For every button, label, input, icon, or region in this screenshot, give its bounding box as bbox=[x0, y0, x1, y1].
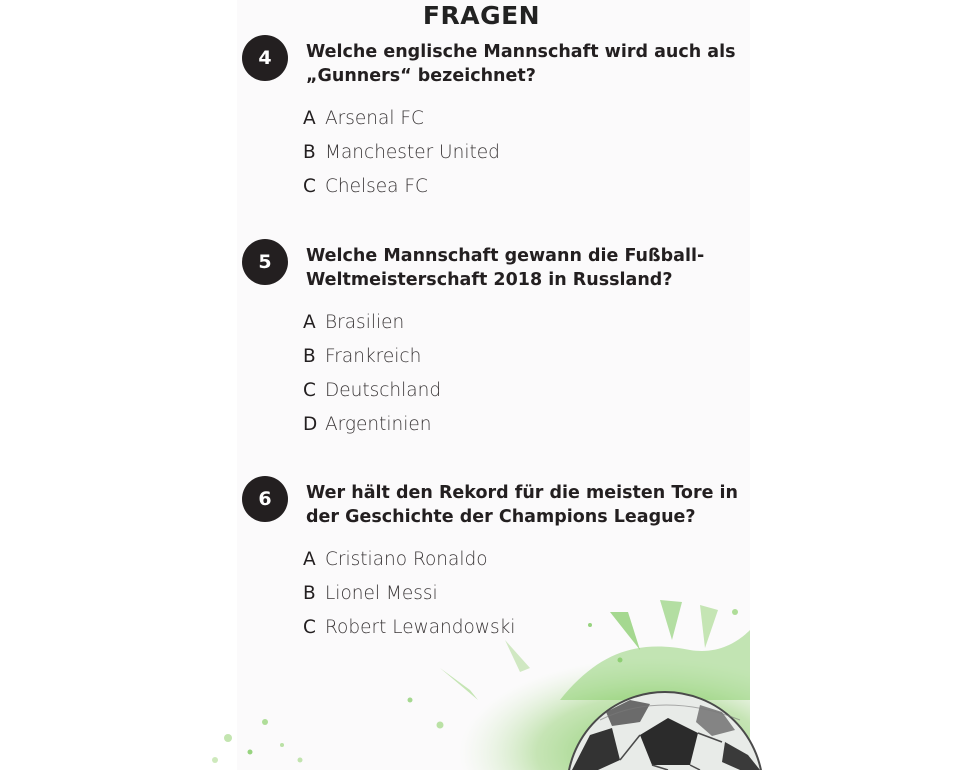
question-text: Welche Mannschaft gewann die Fußball-Weltmeisterschaft 2018 in Russland? bbox=[306, 246, 705, 290]
answer-text: Manchester United bbox=[325, 142, 500, 163]
question-number-badge: 6 bbox=[242, 476, 288, 522]
answer-text: Brasilien bbox=[325, 312, 405, 333]
answer-letter: B bbox=[303, 583, 316, 604]
answer-letter: B bbox=[303, 142, 316, 163]
answer-letter: D bbox=[303, 414, 318, 435]
answer-letter: C bbox=[303, 617, 316, 638]
answer-option bbox=[303, 408, 441, 442]
answer-text: Arsenal FC bbox=[325, 108, 424, 129]
answer-letter: B bbox=[303, 346, 316, 367]
answer-list bbox=[303, 543, 515, 645]
answer-text: Deutschland bbox=[325, 380, 442, 401]
answer-text: Frankreich bbox=[325, 346, 422, 367]
answer-letter: A bbox=[303, 549, 316, 570]
answer-option bbox=[303, 306, 441, 340]
answer-text: Robert Lewandowski bbox=[325, 617, 516, 638]
answer-option bbox=[303, 374, 441, 408]
page-title: FRAGEN bbox=[422, 1, 541, 30]
answer-option bbox=[303, 170, 500, 204]
answer-option bbox=[303, 340, 441, 374]
question-text: Wer hält den Rekord für die meisten Tore in der Geschichte der Champions League? bbox=[306, 483, 738, 527]
answer-text: Argentinien bbox=[325, 414, 432, 435]
answer-text: Cristiano Ronaldo bbox=[325, 549, 488, 570]
answer-option bbox=[303, 543, 515, 577]
answer-letter: A bbox=[303, 108, 316, 129]
question-number-badge: 5 bbox=[242, 239, 288, 285]
answer-option bbox=[303, 611, 515, 645]
answer-text: Lionel Messi bbox=[325, 583, 438, 604]
answer-list bbox=[303, 102, 500, 204]
answer-list bbox=[303, 306, 441, 442]
answer-letter: A bbox=[303, 312, 316, 333]
question-text: Welche englische Mannschaft wird auch als „Gunners“ bezeichnet? bbox=[306, 42, 736, 86]
answer-letter: C bbox=[303, 176, 316, 197]
answer-option bbox=[303, 136, 500, 170]
answer-text: Chelsea FC bbox=[325, 176, 428, 197]
question-number-badge: 4 bbox=[242, 35, 288, 81]
answer-option bbox=[303, 577, 515, 611]
answer-letter: C bbox=[303, 380, 316, 401]
answer-option bbox=[303, 102, 500, 136]
